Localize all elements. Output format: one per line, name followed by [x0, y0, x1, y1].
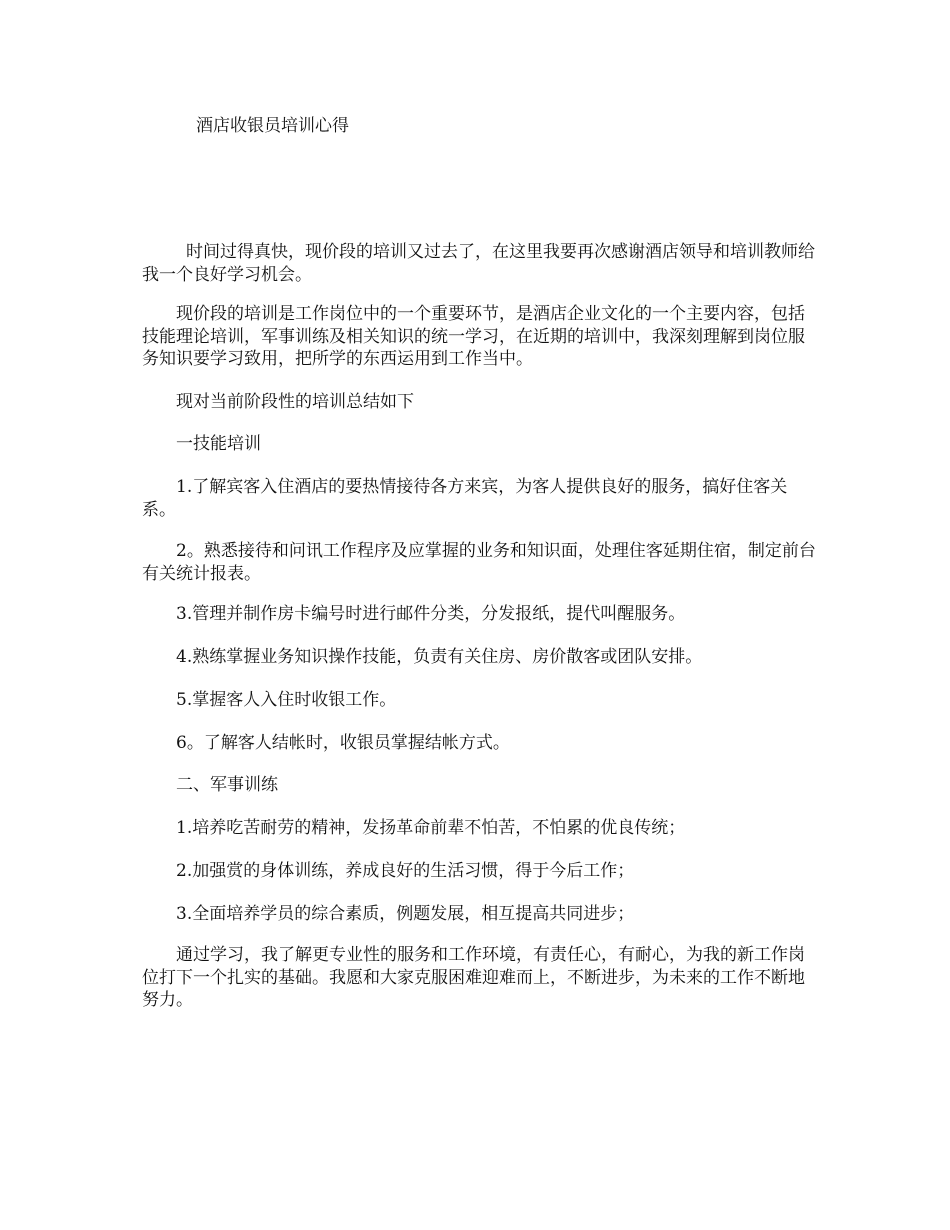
section-heading-skills: 一技能培训 — [176, 434, 261, 454]
document-title: 酒店收银员培训心得 — [196, 116, 349, 136]
paragraph-conclusion: 通过学习，我了解更专业性的服务和工作环境，有责任心，有耐心，为我的新工作岗位打下一个扎实的基础。我愿和大家克服困难迎难而上，不断进步，为未来的工作不断地努力。 — [142, 945, 805, 1010]
paragraph-summary-lead: 现对当前阶段性的培训总结如下 — [176, 392, 414, 412]
list-item-skill-5: 5.掌握客人入住时收银工作。 — [176, 690, 397, 710]
list-item-military-2: 2.加强赏的身体训练，养成良好的生活习惯，得于今后工作； — [176, 861, 635, 881]
paragraph-intro: 时间过得真快，现价段的培训又过去了，在这里我要再次感谢酒店领导和培训教师给我一个良好学习机会。 — [142, 242, 815, 285]
list-item-skill-2: 2。熟悉接待和问讯工作程序及应掌握的业务和知识面，处理住客延期住宿，制定前台有关统计报表。 — [142, 541, 816, 584]
paragraph-overview: 现价段的培训是工作岗位中的一个重要环节，是酒店企业文化的一个主要内容，包括技能理论培训，军事训练及相关知识的统一学习，在近期的培训中，我深刻理解到岗位服务知识要学习致用，把所学的东西运用到工作当中。 — [142, 304, 805, 369]
list-item-skill-1: 1.了解宾客入住酒店的要热情接待各方来宾，为客人提供良好的服务，搞好住客关系。 — [142, 477, 788, 520]
section-heading-military: 二、军事训练 — [176, 775, 278, 795]
list-item-skill-3: 3.管理并制作房卡编号时进行邮件分类，分发报纸，提代叫醒服务。 — [176, 604, 686, 624]
list-item-military-3: 3.全面培养学员的综合素质，例题发展，相互提高共同进步； — [176, 904, 635, 924]
list-item-military-1: 1.培养吃苦耐劳的精神，发扬革命前辈不怕苦，不怕累的优良传统； — [176, 818, 686, 838]
list-item-skill-6: 6。了解客人结帐时，收银员掌握结帐方式。 — [176, 733, 510, 753]
list-item-skill-4: 4.熟练掌握业务知识操作技能，负责有关住房、房价散客或团队安排。 — [176, 647, 703, 667]
